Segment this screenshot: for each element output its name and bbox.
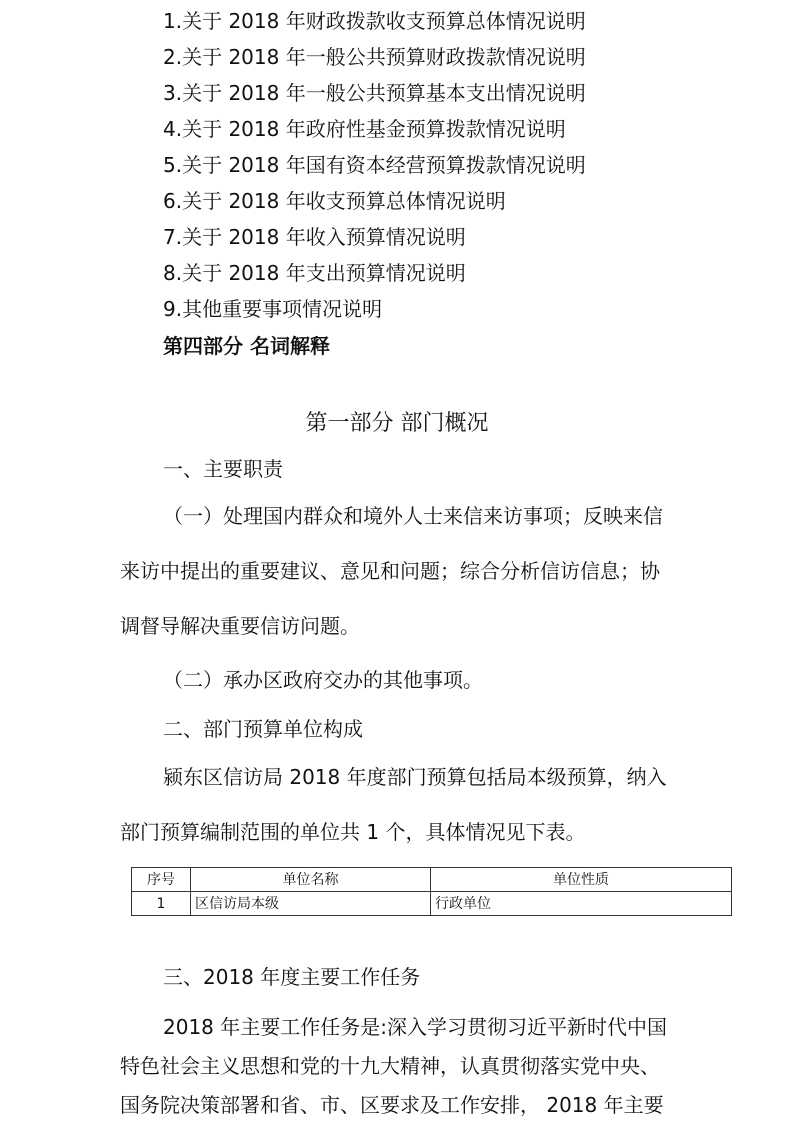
- units-paragraph-line: 颍东区信访局 2018 年度部门预算包括局本级预算，纳入: [163, 765, 667, 789]
- table-row: [132, 892, 732, 916]
- toc-item: 2.关于 2018 年一般公共预算财政拨款情况说明: [163, 45, 586, 69]
- tasks-paragraph-line: 国务院决策部署和省、市、区要求及工作安排， 2018 年主要: [120, 1093, 664, 1117]
- toc-item: 1.关于 2018 年财政拨款收支预算总体情况说明: [163, 9, 586, 33]
- table-header-cell: 序号: [132, 868, 191, 892]
- duties-item1-line: 来访中提出的重要建议、意见和问题；综合分析信访信息；协: [120, 559, 660, 583]
- toc-item: 9.其他重要事项情况说明: [163, 297, 383, 321]
- duties-item1-line: （一）处理国内群众和境外人士来信来访事项；反映来信: [163, 504, 663, 528]
- table-header-cell: 单位名称: [191, 868, 431, 892]
- table-cell: 区信访局本级: [191, 892, 431, 916]
- duties-heading: 一、主要职责: [163, 457, 283, 481]
- duties-item2: （二）承办区政府交办的其他事项。: [163, 668, 483, 692]
- toc-item: 6.关于 2018 年收支预算总体情况说明: [163, 189, 506, 213]
- table-header-cell: 单位性质: [431, 868, 732, 892]
- units-heading: 二、部门预算单位构成: [163, 717, 363, 741]
- part1-title: 第一部分 部门概况: [305, 411, 489, 436]
- toc-item: 7.关于 2018 年收入预算情况说明: [163, 225, 466, 249]
- units-paragraph-line: 部门预算编制范围的单位共 1 个，具体情况见下表。: [120, 820, 586, 844]
- duties-item1-line: 调督导解决重要信访问题。: [120, 614, 360, 638]
- table-cell: 行政单位: [431, 892, 732, 916]
- toc-item: 3.关于 2018 年一般公共预算基本支出情况说明: [163, 81, 586, 105]
- toc-item: 5.关于 2018 年国有资本经营预算拨款情况说明: [163, 153, 586, 177]
- toc-part4-heading: 第四部分 名词解释: [163, 334, 330, 358]
- toc-item: 8.关于 2018 年支出预算情况说明: [163, 261, 466, 285]
- table-cell: 1: [132, 892, 191, 916]
- table-header-row: [132, 868, 732, 892]
- units-table: [131, 867, 732, 916]
- tasks-paragraph-line: 2018 年主要工作任务是:深入学习贯彻习近平新时代中国: [163, 1015, 667, 1039]
- tasks-heading: 三、2018 年度主要工作任务: [163, 965, 421, 989]
- tasks-paragraph-line: 特色社会主义思想和党的十九大精神，认真贯彻落实党中央、: [120, 1054, 660, 1078]
- toc-item: 4.关于 2018 年政府性基金预算拨款情况说明: [163, 117, 566, 141]
